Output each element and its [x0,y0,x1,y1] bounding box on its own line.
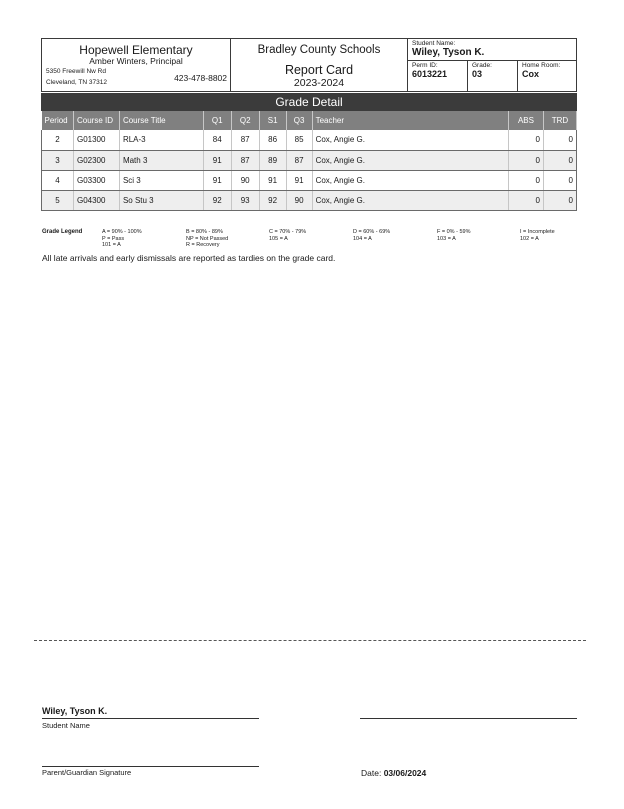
grade-cell [468,61,518,91]
cell-period: 2 [42,130,74,150]
legend-column [520,229,555,242]
school-year: 2023-2024 [293,77,345,89]
header-q1: Q1 [203,111,231,130]
tardy-note: All late arrivals and early dismissals are reported as tardies on the grade card. [42,253,336,263]
header-course-title: Course Title [119,111,203,130]
cell-q2: 90 [231,170,259,190]
legend-item: 103 = A [437,235,456,242]
cell-abs: 0 [509,130,544,150]
cell-trd: 0 [543,130,576,150]
principal-name: Amber Winters, Principal [89,56,183,66]
cell-q3: 85 [286,130,312,150]
cell-course-title: Sci 3 [119,170,203,190]
school-phone: 423-478-8802 [174,73,227,83]
perm-id-cell [408,61,468,91]
perm-id-value: 6013221 [412,69,448,79]
cell-trd: 0 [543,150,576,170]
cell-q1: 84 [203,130,231,150]
legend-item: 102 = A [520,235,539,242]
home-room-cell [518,61,576,91]
legend-item: B = 80% - 89% [186,229,223,235]
cell-abs: 0 [509,150,544,170]
legend-column [186,229,228,249]
cell-s1: 89 [259,150,286,170]
table-row [42,190,577,210]
legend-column [269,229,306,242]
header-teacher: Teacher [312,111,508,130]
cell-teacher: Cox, Angie G. [312,150,508,170]
legend-item: NP = Not Passed [186,235,229,242]
home-room-label: Home Room: [522,62,561,69]
cell-q2: 93 [231,190,259,210]
guardian-signature-caption: Parent/Guardian Signature [42,768,132,777]
cell-period: 5 [42,190,74,210]
student-name-line [42,718,259,719]
cell-abs: 0 [509,190,544,210]
home-room-value: Cox [522,69,540,79]
cell-course-id: G04300 [73,190,119,210]
cell-period: 4 [42,170,74,190]
cell-course-title: Math 3 [119,150,203,170]
student-name: Wiley, Tyson K. [412,47,485,58]
cell-trd: 0 [543,170,576,190]
cell-q2: 87 [231,150,259,170]
table-row [42,170,577,190]
cell-course-title: So Stu 3 [119,190,203,210]
cell-q1: 91 [203,150,231,170]
cut-line [34,640,586,641]
cell-q3: 91 [286,170,312,190]
school-name: Hopewell Elementary [79,43,193,57]
header-q3: Q3 [286,111,312,130]
signature-line-right [360,718,577,719]
legend-item: A = 90% - 100% [102,229,142,235]
grade-value: 03 [472,69,483,79]
cell-s1: 92 [259,190,286,210]
signature-student-name: Wiley, Tyson K. [42,706,108,716]
cell-course-title: RLA-3 [119,130,203,150]
cell-q3: 90 [286,190,312,210]
cell-s1: 91 [259,170,286,190]
cell-course-id: G03300 [73,170,119,190]
cell-s1: 86 [259,130,286,150]
cell-course-id: G01300 [73,130,119,150]
legend-item: R = Recovery [186,242,220,248]
cell-trd: 0 [543,190,576,210]
legend-column [437,229,470,242]
school-info [42,39,231,91]
grade-detail-table [41,111,577,211]
cell-q3: 87 [286,150,312,170]
legend-item: 104 = A [353,235,372,242]
cell-q2: 87 [231,130,259,150]
header-course-id: Course ID [73,111,119,130]
legend-item: 105 = A [269,235,288,242]
legend-item: I = Incomplete [520,229,555,235]
cell-teacher: Cox, Angie G. [312,130,508,150]
legend-item: D = 60% - 69% [353,229,391,235]
student-name-cell [408,39,576,61]
header-trd: TRD [543,111,576,130]
legend-item: F = 0% - 59% [437,229,471,235]
cell-q1: 91 [203,170,231,190]
table-header-row [42,111,577,130]
table-row [42,150,577,170]
signature-date [361,768,426,778]
legend-column [353,229,390,242]
header-abs: ABS [509,111,544,130]
grade-label: Grade: [472,62,492,69]
district-name: Bradley County Schools [257,44,381,56]
cell-teacher: Cox, Angie G. [312,170,508,190]
legend-column [102,229,142,249]
report-header [41,38,577,92]
header-q2: Q2 [231,111,259,130]
grade-detail-title: Grade Detail [41,93,577,111]
table-row [42,130,577,150]
cell-abs: 0 [509,170,544,190]
date-label: Date: [361,768,382,778]
perm-id-label: Perm ID: [412,62,438,69]
school-address-line2: Cleveland, TN 37312 [46,79,107,86]
cell-period: 3 [42,150,74,170]
header-period: Period [42,111,74,130]
guardian-signature-line[interactable] [42,766,259,767]
legend-item: C = 70% - 79% [269,229,307,235]
header-s1: S1 [259,111,286,130]
legend-title: Grade Legend [42,229,83,235]
district-info [231,39,408,91]
school-address-line1: 5350 Freewill Nw Rd [46,68,106,75]
legend-item: P = Pass [102,235,125,242]
cell-course-id: G02300 [73,150,119,170]
cell-q1: 92 [203,190,231,210]
report-title: Report Card [284,63,354,77]
student-name-label: Student Name: [412,40,456,47]
cell-teacher: Cox, Angie G. [312,190,508,210]
student-info [408,39,576,91]
legend-item: 101 = A [102,242,121,248]
student-name-caption: Student Name [42,721,90,730]
date-value: 03/06/2024 [383,768,427,778]
